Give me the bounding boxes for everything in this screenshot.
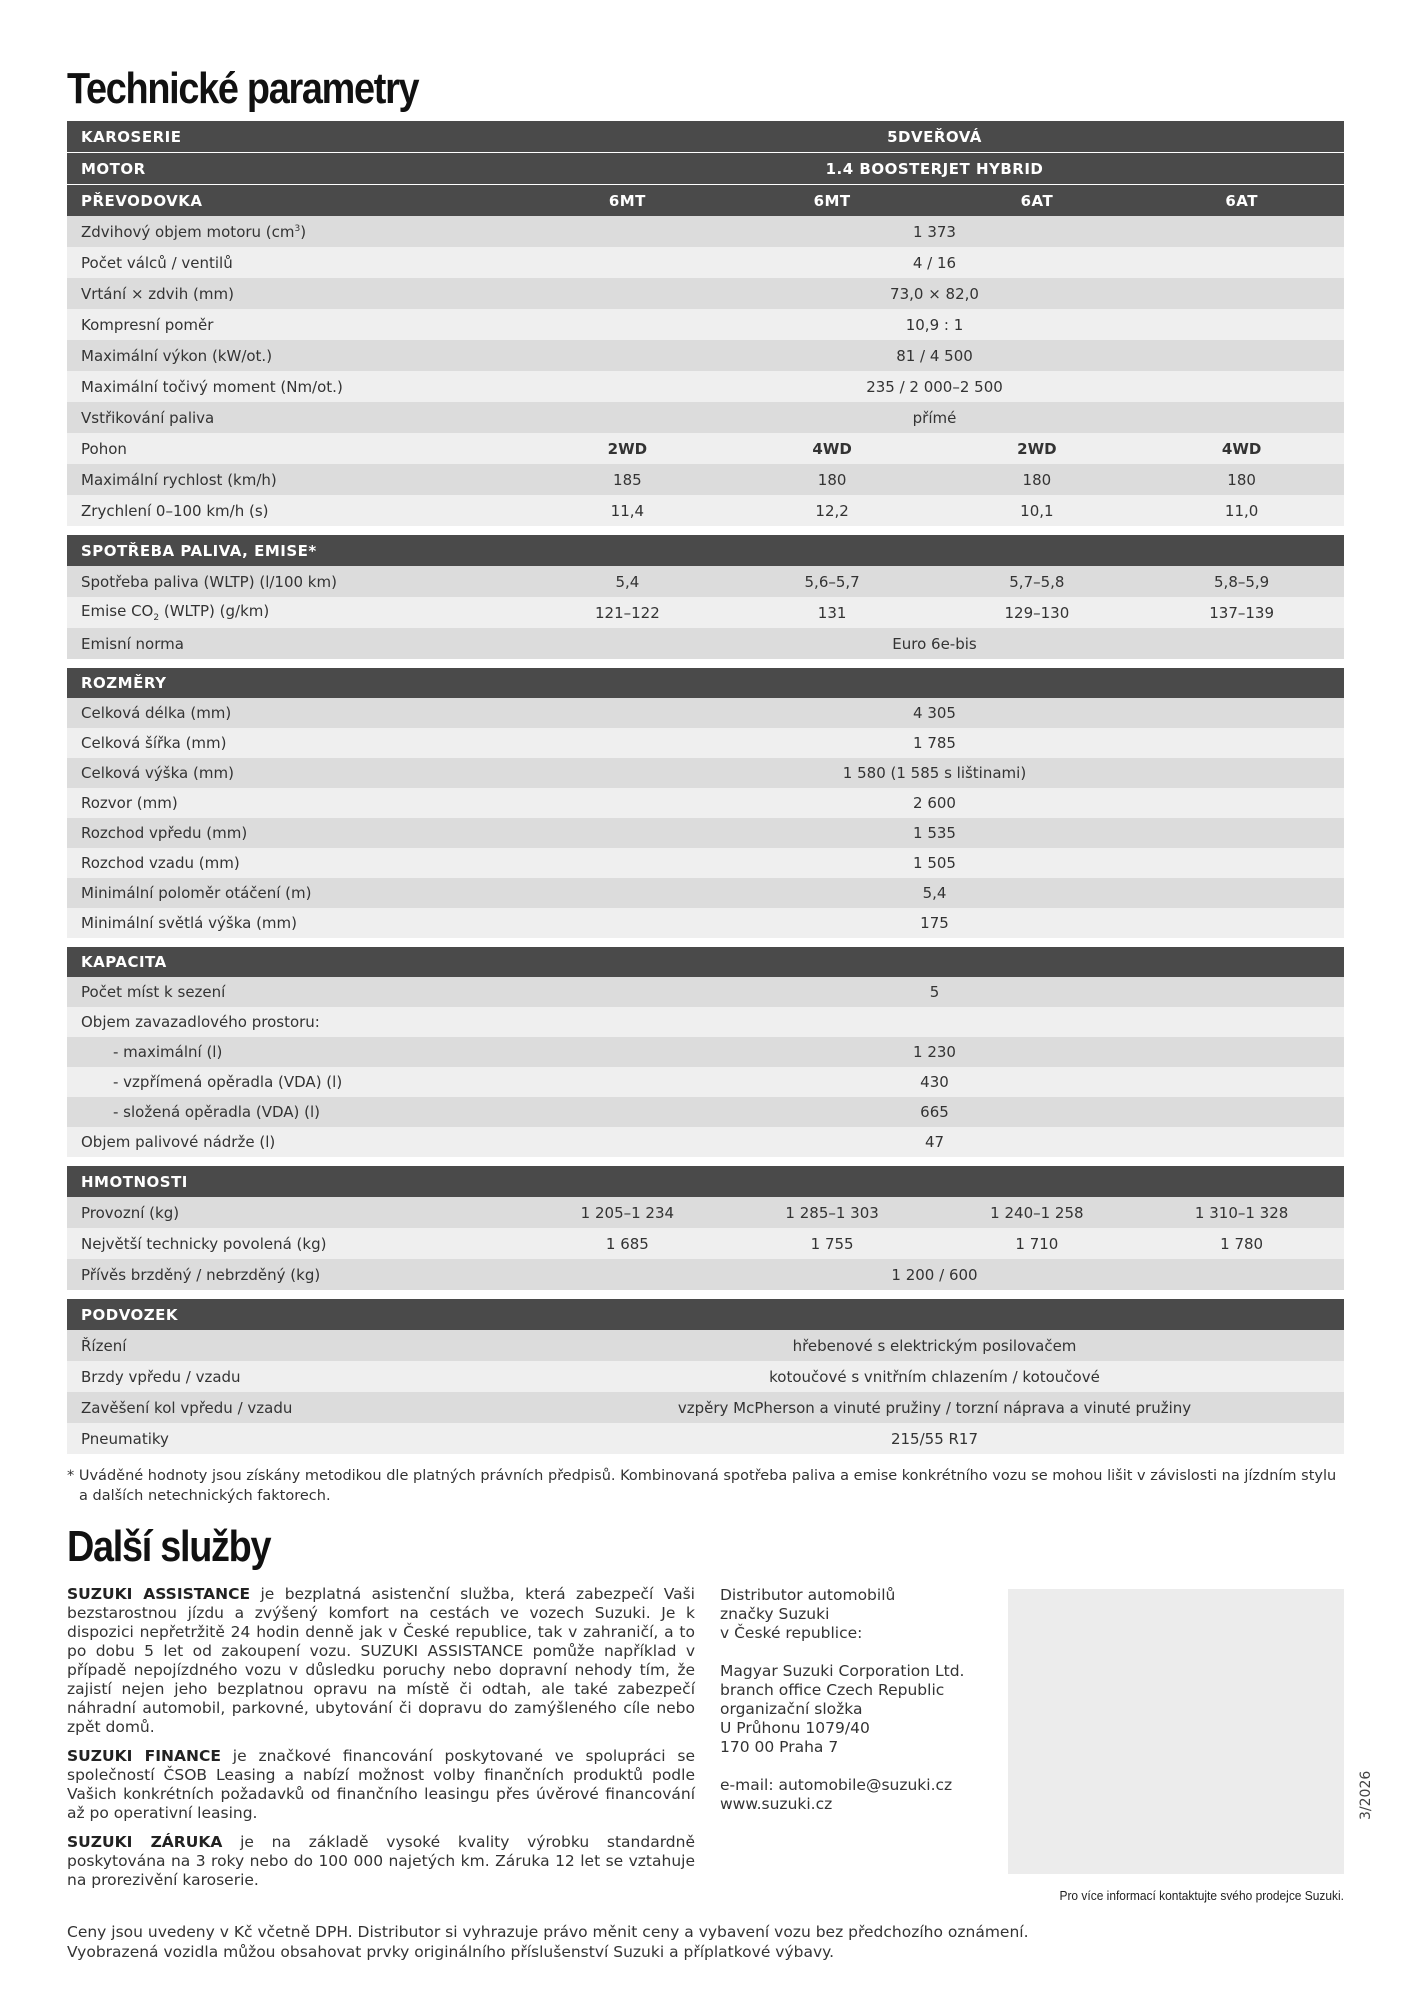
table-row: Počet válců / ventilů 4 / 16 xyxy=(67,247,1344,278)
table-row: - maximální (l) 1 230 xyxy=(67,1037,1344,1067)
section-header-weights: HMOTNOSTI xyxy=(67,1166,1344,1197)
section-header-chassis: PODVOZEK xyxy=(67,1299,1344,1330)
table-row: Zrychlení 0–100 km/h (s) 11,4 12,2 10,1 11,0 xyxy=(67,495,1344,526)
table-row: Emise $CO_2$ (WLTP) (g/km) 121–122 131 129–130 137–139 xyxy=(67,597,1344,628)
table-row: Zdvihový objem motoru $(cm^3)$ 1 373 xyxy=(67,216,1344,247)
header-row-karoserie: KAROSERIE 5DVEŘOVÁ xyxy=(67,121,1344,152)
table-row: Maximální výkon (kW/ot.) 81 / 4 500 xyxy=(67,340,1344,371)
table-row: Celková délka (mm) 4 305 xyxy=(67,698,1344,728)
email-link[interactable]: e-mail: automobile@suzuki.cz xyxy=(720,1776,953,1794)
table-row: Kompresní poměr 10,9 : 1 xyxy=(67,309,1344,340)
table-row: Zavěšení kol vpředu / vzadu vzpěry McPherson a vinuté pružiny / torzní náprava a vinuté pružiny xyxy=(67,1392,1344,1423)
table-row: - složená opěradla (VDA) (l) 665 xyxy=(67,1097,1344,1127)
page-title: Technické parametry xyxy=(67,64,419,113)
table-row: Brzdy vpředu / vzadu kotoučové s vnitřním chlazením / kotoučové xyxy=(67,1361,1344,1392)
table-row: - vzpřímená opěradla (VDA) (l) 430 xyxy=(67,1067,1344,1097)
services-text xyxy=(67,1585,695,1900)
section-header-fuel: SPOTŘEBA PALIVA, EMISE* xyxy=(67,535,1344,566)
table-row: Přívěs brzděný / nebrzděný (kg) 1 200 / 600 xyxy=(67,1259,1344,1290)
table-row: Emisní norma Euro 6e-bis xyxy=(67,628,1344,659)
table-row: Maximální točivý moment (Nm/ot.) 235 / 2 000–2 500 xyxy=(67,371,1344,402)
table-row: Počet míst k sezení 5 xyxy=(67,977,1344,1007)
assistance-paragraph: SUZUKI ASSISTANCE je bezplatná asistenční služba, která zabezpečí Vaši bezstarostnou jízdu a zvýšený komfort na cestách ve vozech Suzuki. Je k dispozici nepřetržitě 24 hodin denně jak v České republice, tak v zahraničí, a to po dobu 5 let od zakoupení vozu. SUZUKI ASSISTANCE pomůže například v případě nepojízdného vozu v důsledku poruchy nebo dopravní nehody tím, že zajistí nejen jeho bezplatnou opravu na místě či odtah, ale také zabezpečí náhradní automobil, parkovné, ubytování či dopravu do zamýšleného cíle nebo zpět domů. xyxy=(67,1585,695,1736)
table-row: Rozchod vzadu (mm) 1 505 xyxy=(67,848,1344,878)
table-row: Objem palivové nádrže (l) 47 xyxy=(67,1127,1344,1157)
document-code: 3/2026 xyxy=(1358,1770,1374,1820)
web-link[interactable]: www.suzuki.cz xyxy=(720,1795,833,1813)
table-row: Maximální rychlost (km/h) 185 180 180 180 xyxy=(67,464,1344,495)
header-row-motor: MOTOR 1.4 BOOSTERJET HYBRID xyxy=(67,152,1344,184)
footnote: * Uváděné hodnoty jsou získány metodikou dle platných právních předpisů. Kombinovaná spotřeba paliva a emise konkrétního vozu se mohou lišit v závislosti na jízdním stylu a dalších netechnických faktorech. xyxy=(67,1468,1337,1504)
section-header-dimensions: ROZMĚRY xyxy=(67,668,1344,698)
table-row: Celková šířka (mm) 1 785 xyxy=(67,728,1344,758)
warranty-paragraph: SUZUKI ZÁRUKA je na základě vysoké kvality výrobku standardně poskytována na 3 roky nebo do 100 000 najetých km. Záruka 12 let se vztahuje na prorezivění karoserie. xyxy=(67,1833,696,1889)
table-row: Minimální světlá výška (mm) 175 xyxy=(67,908,1344,938)
header-row-prevodovka: PŘEVODOVKA 6MT 6MT 6AT 6AT xyxy=(67,184,1344,216)
table-row: Vstřikování paliva přímé xyxy=(67,402,1344,433)
table-row: Objem zavazadlového prostoru: xyxy=(67,1007,1344,1037)
table-row: Provozní (kg) 1 205–1 234 1 285–1 303 1 240–1 258 1 310–1 328 xyxy=(67,1197,1344,1228)
table-row: Pneumatiky 215/55 R17 xyxy=(67,1423,1344,1454)
dealer-note: Pro více informací kontaktujte svého prodejce Suzuki. xyxy=(1059,1888,1344,1903)
table-row: Největší technicky povolená (kg) 1 685 1 755 1 710 1 780 xyxy=(67,1228,1344,1259)
table-row: Vrtání × zdvih (mm) 73,0 × 82,0 xyxy=(67,278,1344,309)
spec-table xyxy=(67,121,1344,1454)
table-row: Řízení hřebenové s elektrickým posilovačem xyxy=(67,1330,1344,1361)
table-row: Pohon 2WD 4WD 2WD 4WD xyxy=(67,433,1344,464)
table-row: Rozvor (mm) 2 600 xyxy=(67,788,1344,818)
price-disclaimer: Ceny jsou uvedeny v Kč včetně DPH. Distributor si vyhrazuje právo měnit ceny a vybavení vozu bez předchozího oznámení. Vyobrazená vozidla můžou obsahovat prvky originálního příslušenství Suzuki a příplatkové výbavy. xyxy=(67,1923,1029,1961)
table-row: Celková výška (mm) 1 580 (1 585 s lištinami) xyxy=(67,758,1344,788)
distributor-info: Distributor automobilů značky Suzuki v České republice: Magyar Suzuki Corporation Ltd. branch office Czech Republic organizační složka U Průhonu 1079/40 170 00 Praha 7 e-mail: automobile@suzuki.cz www.suzuki.cz xyxy=(720,1586,980,1814)
section-header-capacity: KAPACITA xyxy=(67,947,1344,977)
table-row: Minimální poloměr otáčení (m) 5,4 xyxy=(67,878,1344,908)
table-row: Rozchod vpředu (mm) 1 535 xyxy=(67,818,1344,848)
services-title: Další služby xyxy=(67,1522,271,1571)
dealer-stamp-box xyxy=(1008,1589,1344,1874)
finance-paragraph: SUZUKI FINANCE je značkové financování poskytované ve spolupráci se společností ČSOB Leasing a nabízí možnost volby finančních produktů podle Vašich konkrétních požadavků od finančního leasingu přes úvěrové financování až po operativní leasing. xyxy=(67,1747,695,1822)
table-row: Spotřeba paliva (WLTP) (l/100 km) 5,4 5,6–5,7 5,7–5,8 5,8–5,9 xyxy=(67,566,1344,597)
